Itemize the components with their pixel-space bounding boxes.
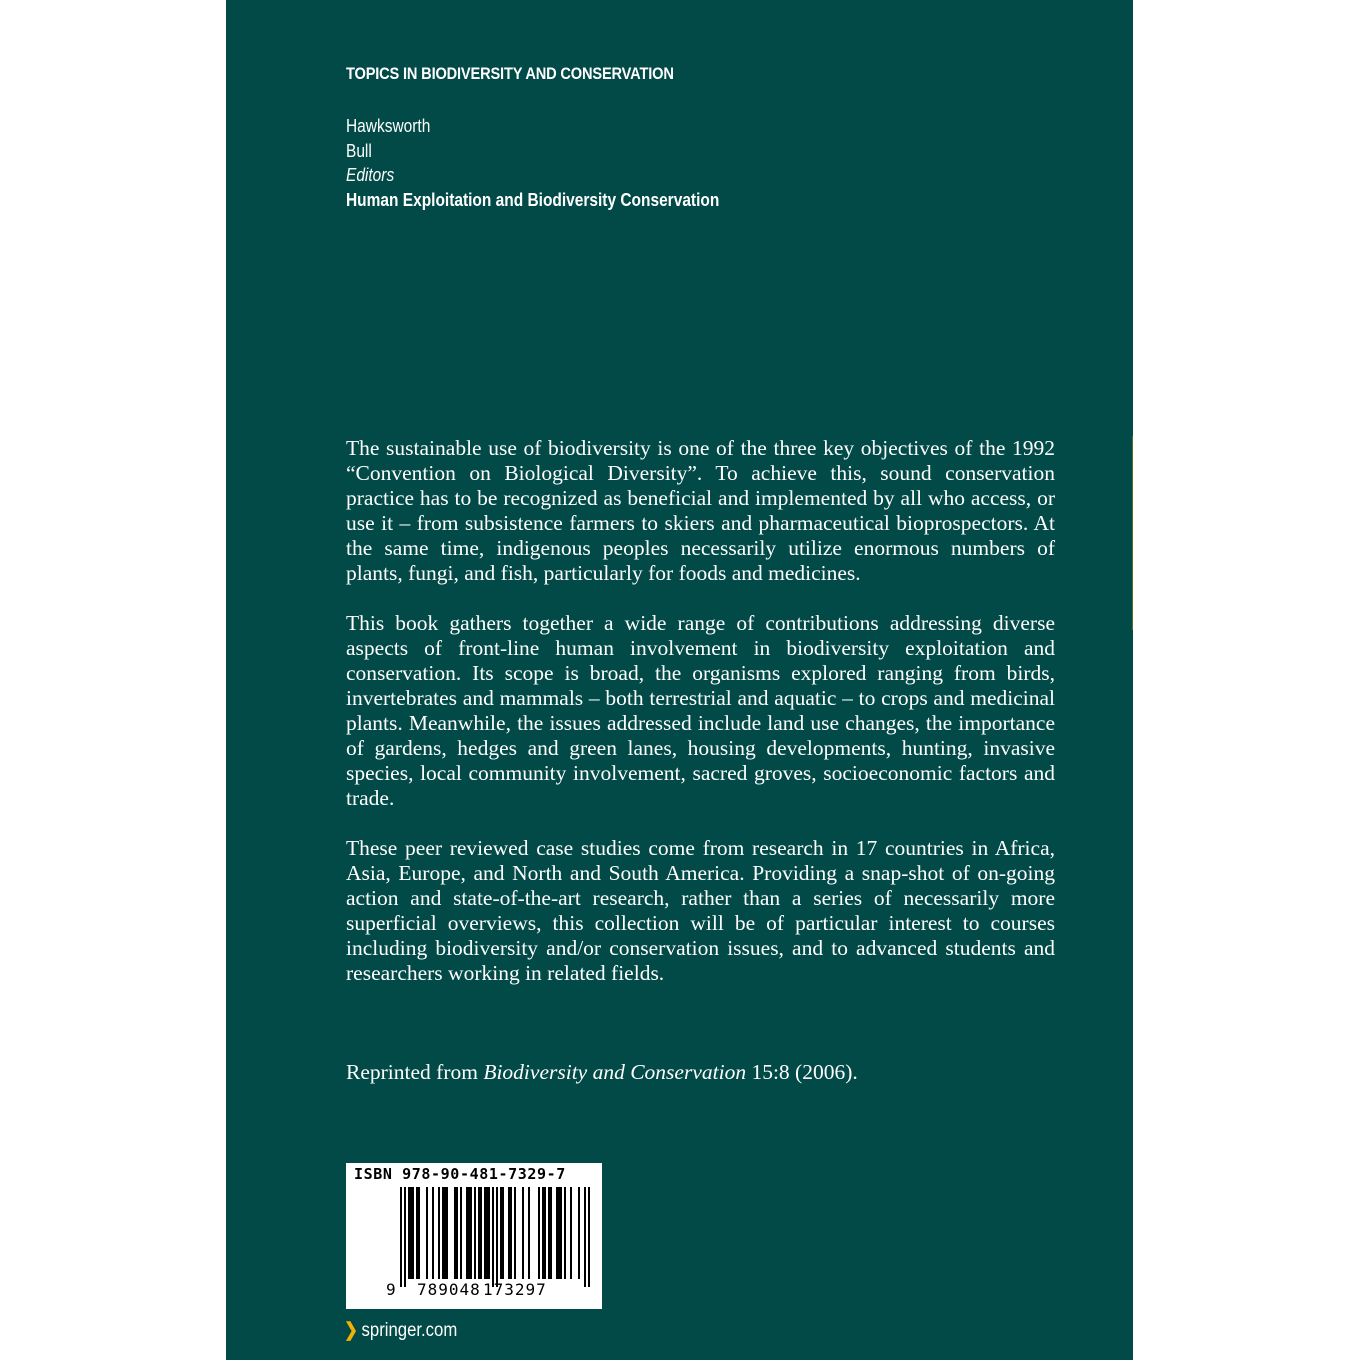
barcode-bar bbox=[564, 1187, 566, 1279]
editors-block bbox=[346, 114, 719, 212]
blurb-paragraph: This book gathers together a wide range of contributions addressing diverse aspects of front-line human involvement in biodiversity exploitation and conservation. Its scope is broad, the organisms explored ranging from birds, invertebrates and mammals – both terrestrial and aquatic – to crops and medicinal plants. Meanwhile, the issues addressed include land use changes, the importance of gardens, hedges and green lanes, housing developments, hunting, invasive species, local community involvement, sacred groves, socioeconomic factors and trade. bbox=[346, 611, 1055, 810]
barcode-bar bbox=[556, 1187, 558, 1279]
barcode-bar bbox=[480, 1187, 482, 1279]
barcode-bar bbox=[558, 1187, 560, 1279]
barcode-bar bbox=[550, 1187, 552, 1279]
barcode-bar bbox=[460, 1187, 462, 1279]
barcode-bar bbox=[442, 1187, 444, 1279]
barcode-bar bbox=[588, 1187, 590, 1287]
barcode-bar bbox=[486, 1187, 488, 1279]
editor-name: Hawksworth bbox=[346, 116, 431, 136]
barcode-bar bbox=[484, 1187, 486, 1279]
barcode-box bbox=[346, 1163, 602, 1309]
blurb bbox=[346, 436, 1055, 986]
barcode-bar bbox=[560, 1187, 562, 1279]
barcode-bar bbox=[488, 1187, 490, 1279]
series-title: TOPICS IN BIODIVERSITY AND CONSERVATION bbox=[346, 64, 674, 83]
barcode-right-digits: 173297 bbox=[483, 1280, 547, 1299]
barcode-bar bbox=[432, 1187, 434, 1279]
barcode-bar bbox=[510, 1187, 512, 1279]
barcode-bar bbox=[528, 1187, 530, 1279]
barcode-bar bbox=[542, 1187, 544, 1279]
barcode-bar bbox=[508, 1187, 510, 1279]
blurb-paragraph: The sustainable use of biodiversity is one of the three key objectives of the 1992 “Convention on Biological Diversity”. To achieve this, sound conservation practice has to be recognized as beneficial and implemented by all who access, or use it – from subsistence farmers to skiers and pharmaceutical bioprospectors. At the same time, indigenous peoples necessarily utilize enormous numbers of plants, fungi, and fish, particularly for foods and medicines. bbox=[346, 436, 1055, 585]
barcode-bar bbox=[466, 1187, 468, 1279]
barcode-bar bbox=[446, 1187, 448, 1279]
barcode-bar bbox=[412, 1187, 414, 1279]
barcode-bar bbox=[500, 1187, 502, 1279]
barcode-bar bbox=[584, 1187, 586, 1287]
barcode-bar bbox=[570, 1187, 572, 1279]
barcode-left-digits: 789048 bbox=[417, 1280, 481, 1299]
reprint-journal: Biodiversity and Conservation bbox=[483, 1060, 747, 1084]
barcode-bar bbox=[418, 1187, 420, 1279]
barcode-bar bbox=[514, 1187, 516, 1279]
barcode-bar bbox=[544, 1187, 546, 1279]
barcode-bar bbox=[468, 1187, 470, 1279]
book-title: Human Exploitation and Biodiversity Conservation bbox=[346, 189, 720, 210]
chevron-right-icon: ❯ bbox=[344, 1320, 359, 1341]
website-link[interactable] bbox=[344, 1319, 457, 1342]
barcode-bar bbox=[470, 1187, 472, 1279]
reprint-note bbox=[346, 1060, 858, 1085]
barcode-bar bbox=[426, 1187, 428, 1279]
isbn-label: ISBN 978-90-481-7329-7 bbox=[354, 1165, 566, 1183]
barcode-bar bbox=[408, 1187, 410, 1279]
barcode-bar bbox=[548, 1187, 550, 1279]
editors-role: Editors bbox=[346, 165, 395, 185]
reprint-prefix: Reprinted from bbox=[346, 1060, 484, 1084]
barcode-bar bbox=[438, 1187, 440, 1279]
barcode-bar bbox=[496, 1187, 498, 1287]
barcode-bar bbox=[456, 1187, 458, 1279]
blurb-paragraph: These peer reviewed case studies come from research in 17 countries in Africa, Asia, Europe, and North and South America. Providing a snap-shot of on-going action and state-of-the-art research, rather than a series of necessarily more superficial overviews, this collection will be of particular interest to courses including biodiversity and/or conservation issues, and to advanced students and researchers working in related fields. bbox=[346, 836, 1055, 985]
editor-name: Bull bbox=[346, 140, 372, 161]
website-text: springer.com bbox=[361, 1320, 458, 1341]
barcode-bar bbox=[478, 1187, 480, 1279]
edge-line bbox=[1132, 436, 1133, 630]
barcode bbox=[346, 1187, 602, 1287]
barcode-bar bbox=[522, 1187, 524, 1279]
barcode-bar bbox=[454, 1187, 456, 1279]
barcode-bar bbox=[578, 1187, 580, 1279]
barcode-bar bbox=[410, 1187, 412, 1279]
barcode-first-digit: 9 bbox=[386, 1280, 397, 1299]
barcode-bar bbox=[502, 1187, 504, 1279]
barcode-bar bbox=[492, 1187, 494, 1287]
book-back-cover bbox=[226, 0, 1133, 1360]
barcode-bar bbox=[400, 1187, 402, 1287]
barcode-bar bbox=[444, 1187, 446, 1279]
barcode-bar bbox=[474, 1187, 476, 1279]
barcode-bar bbox=[416, 1187, 418, 1279]
barcode-bar bbox=[404, 1187, 406, 1287]
reprint-suffix: 15:8 (2006). bbox=[746, 1060, 858, 1084]
barcode-bar bbox=[538, 1187, 540, 1279]
